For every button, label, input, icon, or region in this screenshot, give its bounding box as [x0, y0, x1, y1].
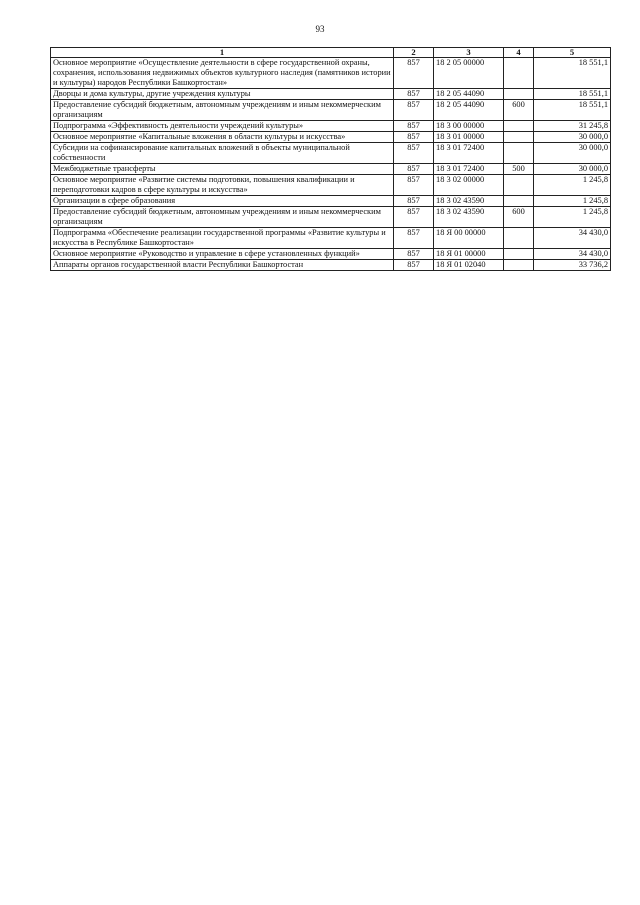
row-expense-type — [504, 143, 534, 164]
row-target-article: 18 3 02 43590 — [434, 196, 504, 207]
row-name: Аппараты органов государственной власти Республики Башкортостан — [51, 260, 394, 271]
row-code: 857 — [394, 58, 434, 89]
row-expense-type — [504, 89, 534, 100]
table-row — [51, 207, 611, 228]
header-target-article: 3 — [434, 48, 504, 58]
table-header-row — [51, 48, 611, 58]
row-sum: 18 551,1 — [534, 89, 611, 100]
header-expense-type: 4 — [504, 48, 534, 58]
row-sum: 1 245,8 — [534, 175, 611, 196]
row-code: 857 — [394, 121, 434, 132]
row-target-article: 18 3 00 00000 — [434, 121, 504, 132]
row-sum: 33 736,2 — [534, 260, 611, 271]
header-sum: 5 — [534, 48, 611, 58]
row-code: 857 — [394, 143, 434, 164]
budget-table — [50, 47, 611, 271]
row-target-article: 18 3 02 43590 — [434, 207, 504, 228]
row-expense-type — [504, 249, 534, 260]
row-name: Подпрограмма «Эффективность деятельности учреждений культуры» — [51, 121, 394, 132]
row-name: Предоставление субсидий бюджетным, автономным учреждениям и иным некоммерческим организациям — [51, 100, 394, 121]
row-name: Организации в сфере образования — [51, 196, 394, 207]
row-name: Предоставление субсидий бюджетным, автономным учреждениям и иным некоммерческим организациям — [51, 207, 394, 228]
row-code: 857 — [394, 175, 434, 196]
page-number: 93 — [315, 24, 325, 34]
row-sum: 34 430,0 — [534, 228, 611, 249]
row-name: Основное мероприятие «Руководство и управление в сфере установленных функций» — [51, 249, 394, 260]
row-name: Основное мероприятие «Капитальные вложения в области культуры и искусства» — [51, 132, 394, 143]
row-expense-type: 600 — [504, 100, 534, 121]
row-expense-type — [504, 132, 534, 143]
row-expense-type — [504, 260, 534, 271]
row-code: 857 — [394, 260, 434, 271]
table-row — [51, 121, 611, 132]
row-sum: 18 551,1 — [534, 100, 611, 121]
row-expense-type: 600 — [504, 207, 534, 228]
row-code: 857 — [394, 89, 434, 100]
row-name: Основное мероприятие «Развитие системы подготовки, повышения квалификации и переподготовки кадров в сфере культуры и искусства» — [51, 175, 394, 196]
row-code: 857 — [394, 249, 434, 260]
table-row — [51, 164, 611, 175]
row-sum: 18 551,1 — [534, 58, 611, 89]
row-expense-type — [504, 58, 534, 89]
table-row — [51, 249, 611, 260]
row-code: 857 — [394, 164, 434, 175]
row-sum: 30 000,0 — [534, 164, 611, 175]
row-code: 857 — [394, 132, 434, 143]
row-target-article: 18 2 05 44090 — [434, 100, 504, 121]
table-row — [51, 100, 611, 121]
row-name: Подпрограмма «Обеспечение реализации государственной программы «Развитие культуры и искусства в Республике Башкортостан» — [51, 228, 394, 249]
row-target-article: 18 3 01 72400 — [434, 143, 504, 164]
row-target-article: 18 3 02 00000 — [434, 175, 504, 196]
row-sum: 30 000,0 — [534, 143, 611, 164]
table-row — [51, 260, 611, 271]
row-sum: 31 245,8 — [534, 121, 611, 132]
row-name: Межбюджетные трансферты — [51, 164, 394, 175]
row-expense-type — [504, 196, 534, 207]
row-name: Субсидии на софинансирование капитальных вложений в объекты муниципальной собственности — [51, 143, 394, 164]
row-name: Дворцы и дома культуры, другие учреждения культуры — [51, 89, 394, 100]
row-code: 857 — [394, 207, 434, 228]
header-name: 1 — [51, 48, 394, 58]
row-expense-type: 500 — [504, 164, 534, 175]
row-target-article: 18 2 05 00000 — [434, 58, 504, 89]
row-target-article: 18 3 01 00000 — [434, 132, 504, 143]
table-row — [51, 175, 611, 196]
row-sum: 1 245,8 — [534, 196, 611, 207]
row-target-article: 18 3 01 72400 — [434, 164, 504, 175]
row-sum: 34 430,0 — [534, 249, 611, 260]
row-code: 857 — [394, 196, 434, 207]
table-row — [51, 143, 611, 164]
row-code: 857 — [394, 100, 434, 121]
table-row — [51, 89, 611, 100]
row-name: Основное мероприятие «Осуществление деятельности в сфере государственной охраны, сохранения, использования недвижимых объектов культурного наследия (памятников истории и культуры) народов Республики Башкортостан» — [51, 58, 394, 89]
row-target-article: 18 2 05 44090 — [434, 89, 504, 100]
table-row — [51, 228, 611, 249]
row-expense-type — [504, 228, 534, 249]
row-target-article: 18 Я 01 02040 — [434, 260, 504, 271]
header-code: 2 — [394, 48, 434, 58]
row-sum: 30 000,0 — [534, 132, 611, 143]
table-row — [51, 132, 611, 143]
table-row — [51, 196, 611, 207]
row-expense-type — [504, 175, 534, 196]
table-row — [51, 58, 611, 89]
row-code: 857 — [394, 228, 434, 249]
row-target-article: 18 Я 01 00000 — [434, 249, 504, 260]
row-expense-type — [504, 121, 534, 132]
row-sum: 1 245,8 — [534, 207, 611, 228]
row-target-article: 18 Я 00 00000 — [434, 228, 504, 249]
